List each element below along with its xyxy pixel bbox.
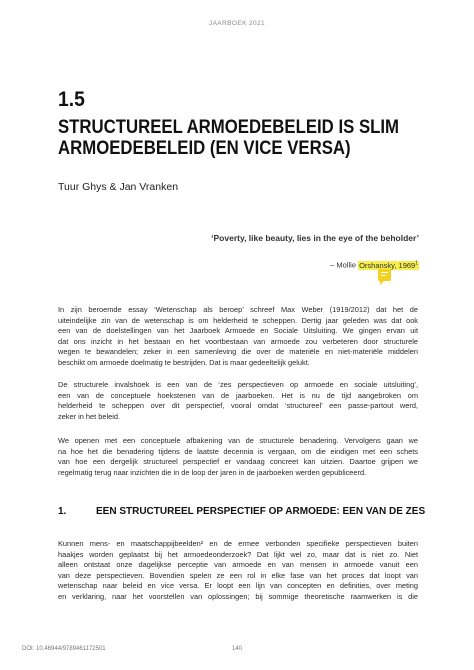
paragraph-line: regelmatig terug naar inzichten die in de loop der jaren in de jaarboeken werden gepubliceerd.: [58, 467, 367, 477]
paragraph-line: wetenschap naar beleid en vice versa. Er loopt een lijn van concepten en definities, over meting: [58, 581, 418, 590]
paragraph-1: [58, 305, 418, 368]
epigraph-attribution: [330, 260, 419, 270]
paragraph-line: beschikt om armoede doelmatig te bestrijden. Dat is maar gedeeltelijk gelukt.: [58, 357, 310, 367]
paragraph-line: zeker in het beleid.: [58, 411, 121, 421]
chapter-title-line-1: STRUCTUREEL ARMOEDEBELEID IS SLIM: [58, 116, 400, 138]
paragraph-line: Kunnen mens- en maatschappijbeelden² en de ermee verbonden specifieke perspectieven buiten: [58, 539, 418, 548]
paragraph-line: en verklaring, naar het voorstellen van oplossingen; bij sommige theoretische raamwerken is die: [58, 591, 418, 601]
running-header: JAARBOEK 2021: [208, 20, 266, 27]
footnote-ref-1[interactable]: 1: [415, 260, 418, 266]
epigraph-quote: ‘Poverty, like beauty, lies in the eye of the beholder’: [211, 233, 419, 243]
attribution-prefix: – Mollie: [330, 260, 359, 270]
paragraph-line: van hoe een dergelijk structureel perspectief er vandaag concreet kan uitzien. Daartoe grijpen we: [58, 457, 418, 466]
section-number: 1.: [58, 506, 67, 517]
comment-icon[interactable]: [378, 269, 391, 281]
section-paragraph: [58, 539, 418, 602]
paragraph-line: van deze perspectieven. Bovendien spelen ze een rol in elke fase van het proces dat loopt van: [58, 570, 418, 580]
paragraph-line: haakjes worden geplaatst bij het armoedeonderzoek? Dat lijkt wel zo, maar dat is niet zo. Niet: [58, 549, 418, 559]
authors: Tuur Ghys & Jan Vranken: [58, 181, 179, 193]
paragraph-line: We openen met een conceptuele afbakening van de structurele benadering. Vervolgens gaan we: [58, 436, 418, 445]
paragraph-3: [58, 436, 418, 478]
paragraph-line: In zijn beroemde essay ‘Wetenschap als beroep’ schreef Max Weber (1919/2012) dat het de: [58, 305, 418, 314]
paragraph-line: uiteindelijke zin van de wetenschap is om helderheid te scheppen. Dertig jaar geleden was dat ook: [58, 315, 418, 325]
paragraph-2: [58, 380, 418, 422]
section-heading: EEN STRUCTUREEL PERSPECTIEF OP ARMOEDE: EEN VAN DE ZES: [96, 506, 426, 517]
footer-doi: DOI: 10.46944/9789461172501: [22, 646, 106, 652]
paragraph-line: dat ons inzicht in het bestaan en het voortbestaan van armoede zou verbeteren door structurele: [58, 336, 418, 346]
paragraph-line: De structurele invalshoek is een van de ‘zes perspectieven op armoede en sociale uitsluiting’,: [58, 380, 418, 389]
paragraph-line: na hoe het die benadering tijdens de laatste decennia is vergaan, om die eindigen met een schets: [58, 446, 418, 456]
chapter-number: 1.5: [58, 88, 85, 111]
paragraph-line: wegen te bewandelen; zeker in een samenleving die over de materiële en niet-materiële middelen: [58, 347, 418, 356]
attribution-highlight-text: Orshansky, 1969: [359, 260, 416, 270]
chapter-title: [58, 117, 402, 159]
paragraph-line: helderheid te scheppen over dit perspectief, vooral omdat ‘structureel’ een passe-partout werd,: [58, 401, 418, 410]
chapter-title-line-2: ARMOEDEBELEID (EN VICE VERSA): [58, 137, 351, 159]
page-number: 140: [231, 646, 242, 652]
paragraph-line: een van de doelstellingen van het Jaarboek Armoede en Sociale Uitsluiting. We gingen ervan uit: [58, 326, 418, 335]
paragraph-line: een van de conceptuele hoekstenen van de jaarboeken. Het is nu de tijd aangebroken om: [58, 390, 418, 400]
paragraph-line: alleen ontstaat onze dagelijkse perceptie van armoede en van mensen in armoede vanuit een: [58, 560, 418, 569]
